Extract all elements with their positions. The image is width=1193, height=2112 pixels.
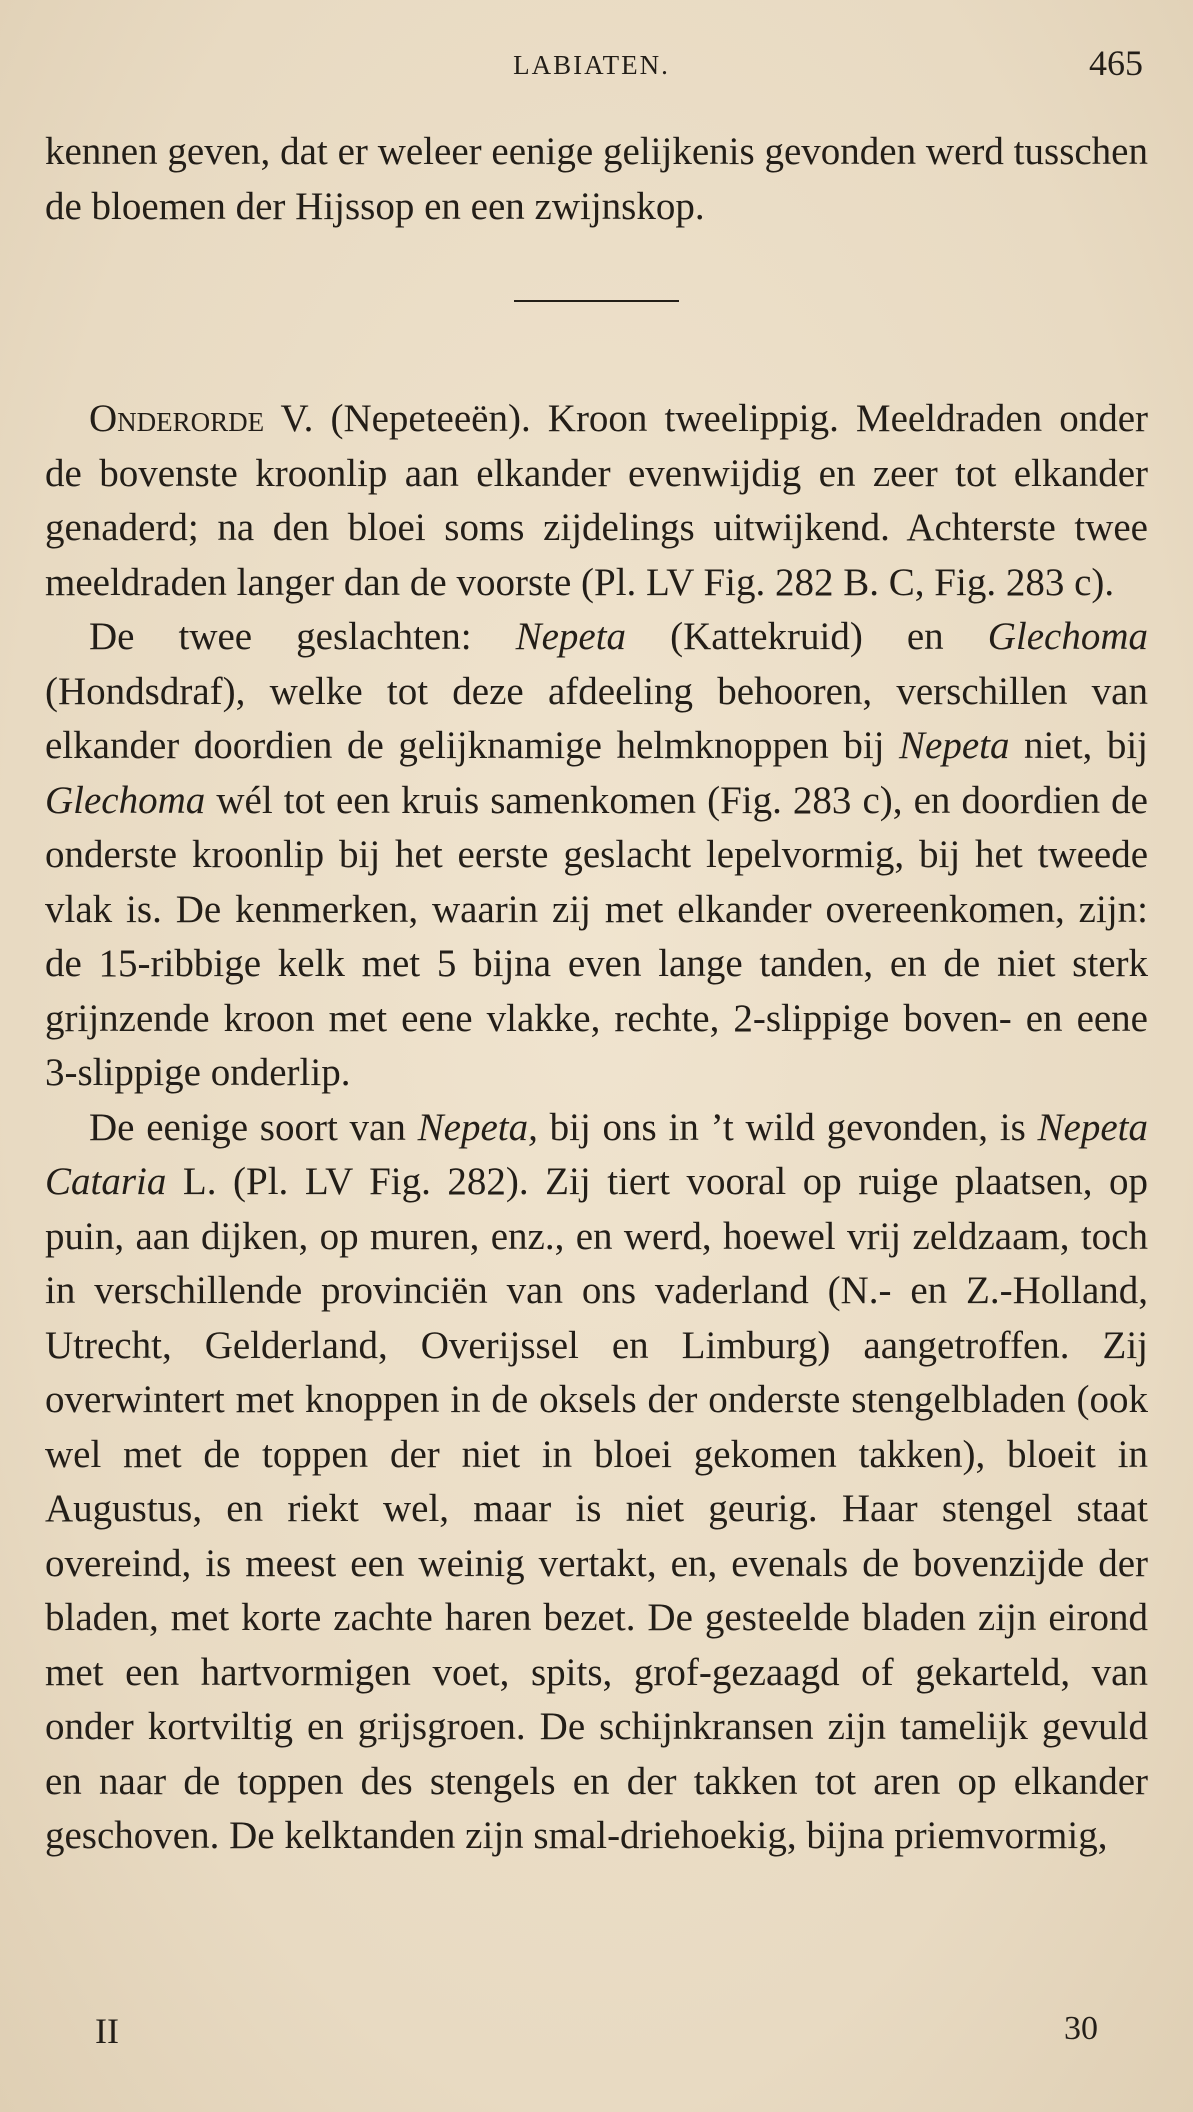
- text-run: De twee geslachten:: [89, 615, 516, 658]
- text-run: De eenige soort van: [89, 1105, 418, 1149]
- genus-name: Nepeta: [899, 724, 1010, 767]
- sheet-number: 30: [1064, 2010, 1098, 2047]
- genus-name: Nepeta,: [417, 1105, 538, 1149]
- species-name: Nepeta Cataria: [45, 1105, 1148, 1203]
- paragraph-suborder: [45, 392, 1148, 610]
- body-text: [45, 125, 1148, 1864]
- suborder-heading: Onderorde: [89, 397, 265, 440]
- text-run: (Kattekruid) en: [626, 615, 988, 658]
- signature-mark: II: [95, 2011, 119, 2051]
- page-footer: [95, 2010, 1098, 2060]
- text-run: (Hondsdraf), welke tot deze afdeeling behooren, verschillen van elkander doordien de gelijknamige helmknoppen bij: [45, 669, 1148, 767]
- running-head: LABIATEN.: [513, 50, 670, 80]
- page-header: [40, 40, 1143, 90]
- text-run: wél tot een kruis samenkomen (Fig. 283 c), en doordien de onderste kroonlip bij het eerste geslacht lepelvormig, bij het tweede vlak is. De kenmerken, waarin zij met elkander overeenkomen, zijn: de 15-ribbige kelk met 5 bijna even lange tanden, en de niet sterk grijnzende kroon met eene vlakke, rechte, 2-slippige boven- en eene 3-slippige onderlip.: [45, 778, 1148, 1094]
- suborder-text: V. (Nepeteeën). Kroon tweelippig. Meeldraden onder de bovenste kroonlip aan elkander evenwijdig en zeer tot elkander genaderd; na den bloei soms zijdelings uitwijkend. Achterste twee meeldraden langer dan de voorste (Pl. LV Fig. 282 B. C, Fig. 283 c).: [45, 397, 1148, 604]
- genus-name: Nepeta: [515, 615, 627, 658]
- section-divider: [514, 300, 679, 302]
- paragraph-species: [45, 1101, 1148, 1864]
- genus-name: Glechoma: [45, 778, 206, 822]
- text-run: bij ons in ’t wild gevonden, is: [537, 1105, 1038, 1149]
- text-run: niet, bij: [1009, 724, 1149, 767]
- paragraph-genera: [45, 610, 1148, 1101]
- paragraph-continuation: kennen geven, dat er weleer eenige gelijkenis gevonden werd tusschen de bloemen der Hijssop en een zwijnskop.: [45, 130, 1148, 228]
- genus-name: Glechoma: [987, 615, 1148, 658]
- text-run: L. (Pl. LV Fig. 282). Zij tiert vooral op ruige plaatsen, op puin, aan dijken, op muren, enz., en werd, hoewel vrij zeldzaam, toch in verschillende provinciën van ons vaderland (N.- en Z.-Holland, Utrecht, Gelderland, Overijssel en Limburg) aangetroffen. Zij overwintert met knoppen in de oksels der onderste stengelbladen (ook wel met de toppen der niet in bloei gekomen takken), bloeit in Augustus, en riekt wel, maar is niet geurig. Haar stengel staat overeind, is meest een weinig vertakt, en, evenals de bovenzijde der bladen, met korte zachte haren bezet. De gesteelde bladen zijn eirond met een hartvormigen voet, spits, grof-gezaagd of gekarteld, van onder kortviltig en grijsgroen. De schijnkransen zijn tamelijk gevuld en naar de toppen des stengels en der takken tot aren op elkander geschoven. De kelktanden zijn smal-driehoekig, bijna priemvormig,: [45, 1160, 1148, 1857]
- page-number: 465: [1089, 43, 1143, 83]
